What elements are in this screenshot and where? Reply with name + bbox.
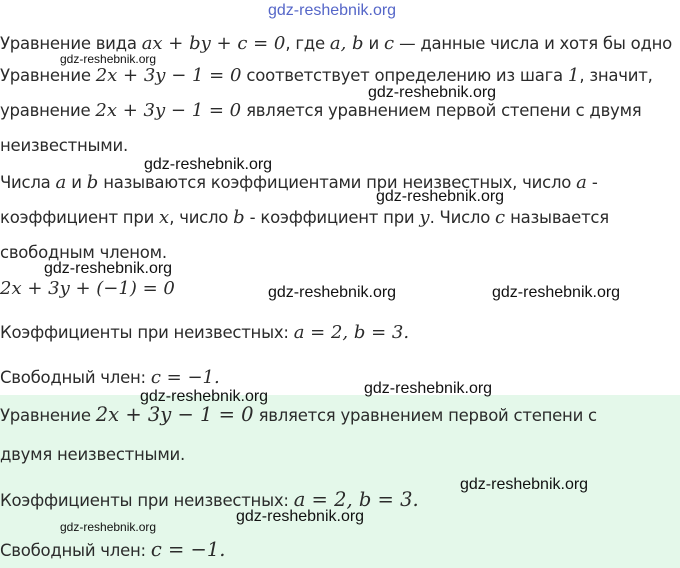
text: — данные числа и хотя бы одно xyxy=(394,34,673,53)
text: коэффициент при xyxy=(0,208,160,227)
text: Уравнение xyxy=(0,66,96,85)
watermark: gdz-reshebnik.org xyxy=(460,476,589,493)
text: . Число xyxy=(429,208,496,227)
math: c = −1. xyxy=(150,367,220,388)
answer-line-1 xyxy=(0,403,597,426)
text: соответствует определению из шага xyxy=(241,66,568,85)
watermark: gdz-reshebnik.org xyxy=(376,188,505,205)
watermark: gdz-reshebnik.org xyxy=(268,284,397,301)
text: Уравнение вида xyxy=(0,34,142,53)
text: Числа xyxy=(0,173,56,192)
watermark: gdz-reshebnik.org xyxy=(492,284,621,301)
free-term-line xyxy=(0,367,220,388)
answer-free-term-line xyxy=(0,538,225,561)
text: , значит, xyxy=(579,66,653,85)
math: 2x + 3y + (−1) = 0 xyxy=(0,278,175,299)
definition-line-2 xyxy=(0,65,653,86)
math: 2x + 3y − 1 = 0 xyxy=(95,65,242,86)
watermark: gdz-reshebnik.org xyxy=(140,388,269,405)
text: уравнение xyxy=(0,101,96,120)
math: a, b xyxy=(329,33,364,54)
math: c xyxy=(384,33,395,54)
coefficients-line xyxy=(0,322,409,343)
definition-line-4: неизвестными. xyxy=(0,136,128,155)
note-line-2 xyxy=(0,207,609,228)
math: c xyxy=(495,207,506,228)
text: Свободный член: xyxy=(0,541,151,560)
text: Коэффициенты при неизвестных: xyxy=(0,491,294,510)
math: 2x + 3y − 1 = 0 xyxy=(95,100,242,121)
math: b xyxy=(233,207,245,228)
text: и xyxy=(66,173,87,192)
text: называются коэффициентами при неизвестных, число xyxy=(98,173,577,192)
definition-line-3 xyxy=(0,100,641,121)
math: b xyxy=(86,172,99,193)
text: - xyxy=(586,173,598,192)
watermark: gdz-reshebnik.org xyxy=(60,52,157,66)
math: ax + by + c = 0 xyxy=(141,33,286,54)
text: является уравнением первой степени с xyxy=(253,406,597,425)
watermark: gdz-reshebnik.org xyxy=(144,156,273,173)
watermark: gdz-reshebnik.org xyxy=(236,508,365,525)
math: y xyxy=(419,207,430,228)
text: , где xyxy=(285,34,330,53)
math: a xyxy=(55,172,67,193)
watermark: gdz-reshebnik.org xyxy=(60,520,157,534)
watermark: gdz-reshebnik.org xyxy=(368,84,497,101)
note-line-3: свободным членом. xyxy=(0,243,167,262)
text: называется xyxy=(505,208,609,227)
text: является уравнением первой степени с двумя xyxy=(241,101,642,120)
definition-line-1 xyxy=(0,33,672,54)
text: - коэффициент при xyxy=(244,208,420,227)
text: , число xyxy=(169,208,234,227)
rewritten-equation xyxy=(0,278,175,299)
math: x xyxy=(159,207,170,228)
answer-line-2: двумя неизвестными. xyxy=(0,445,185,464)
text: Коэффициенты при неизвестных: xyxy=(0,323,294,342)
text: и xyxy=(363,34,385,53)
text: Уравнение xyxy=(0,406,96,425)
watermark: gdz-reshebnik.org xyxy=(364,380,493,397)
math: a = 2, b = 3. xyxy=(293,488,419,511)
watermark-top: gdz-reshebnik.org xyxy=(268,2,397,19)
watermark: gdz-reshebnik.org xyxy=(44,260,173,277)
math: 1 xyxy=(567,65,580,86)
text: Свободный член: xyxy=(0,368,151,387)
math: a xyxy=(576,172,587,193)
math: 2x + 3y − 1 = 0 xyxy=(95,403,254,426)
math: c = −1. xyxy=(150,538,226,561)
note-line-1 xyxy=(0,172,598,193)
math: a = 2, b = 3. xyxy=(293,322,410,343)
